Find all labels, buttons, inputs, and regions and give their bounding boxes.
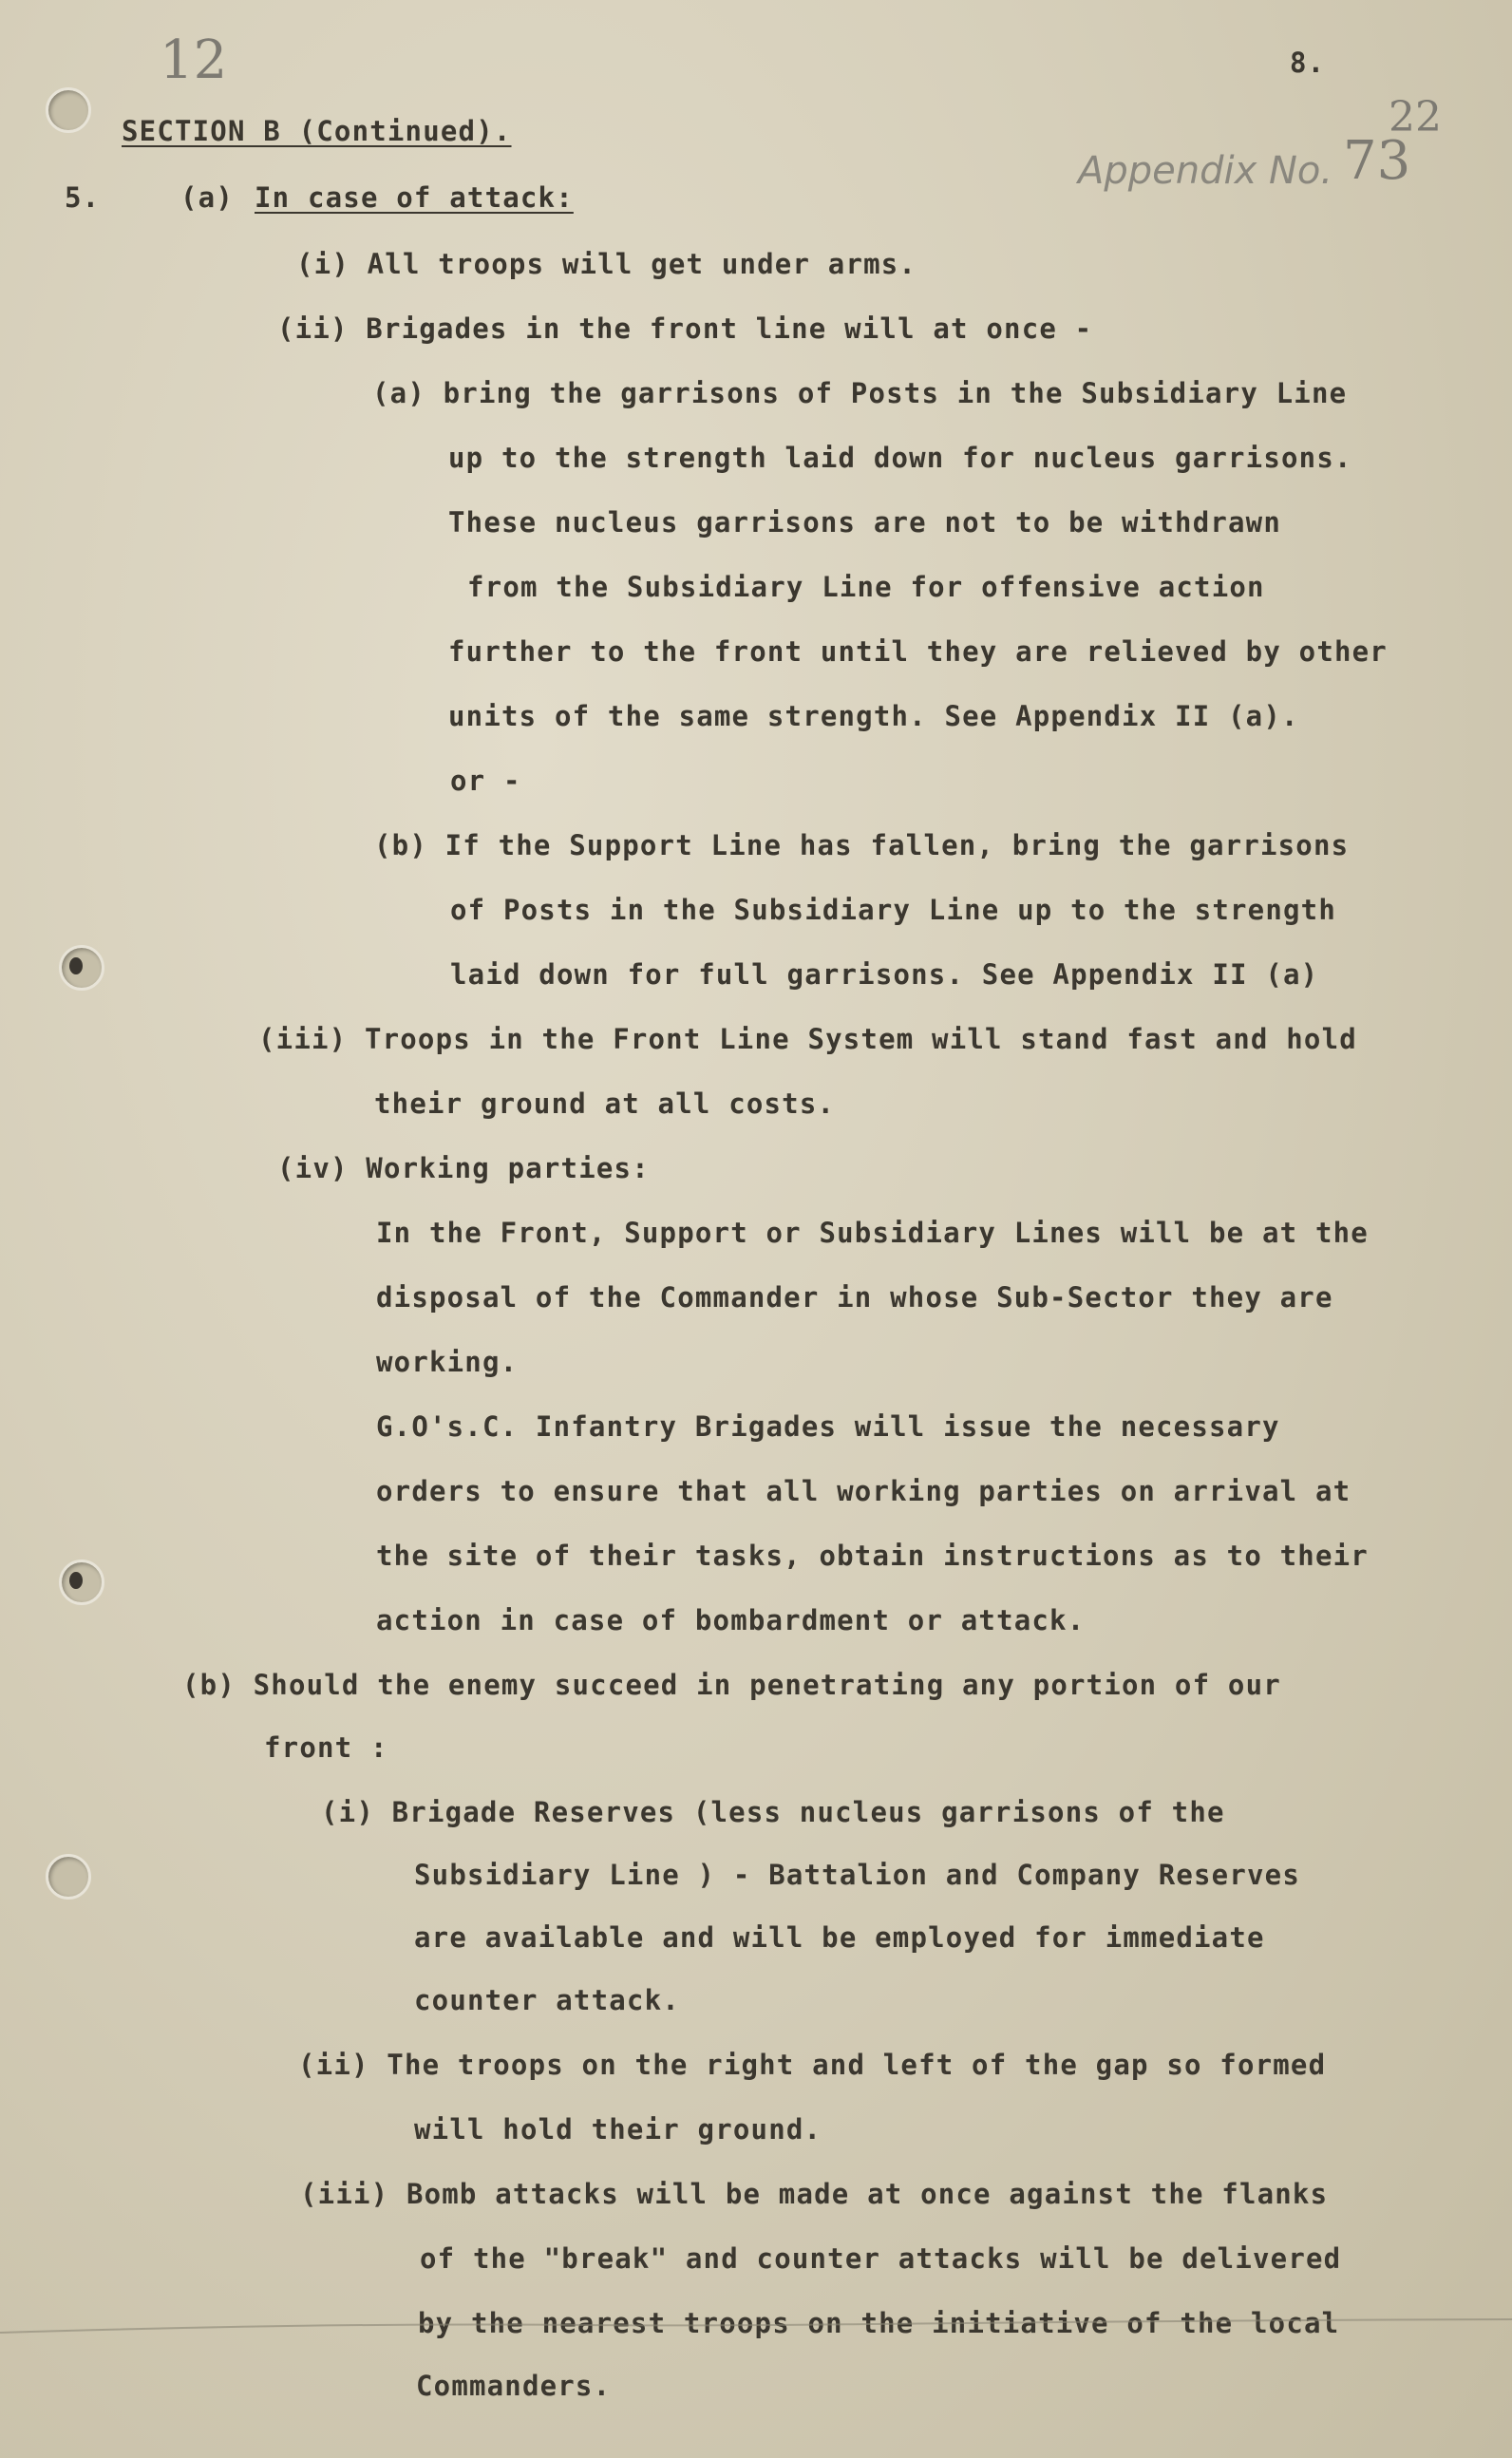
body-line: action in case of bombardment or attack. — [376, 1604, 1086, 1636]
body-line: (i) Brigade Reserves (less nucleus garrisons of the — [321, 1796, 1225, 1828]
body-line: the site of their tasks, obtain instructions as to their — [376, 1540, 1369, 1572]
section-heading: SECTION B (Continued). — [122, 115, 512, 147]
body-line: (ii) The troops on the right and left of the gap so formed — [298, 2049, 1327, 2081]
body-line: further to the front until they are relieved by other — [448, 635, 1388, 668]
body-line: counter attack. — [414, 1984, 680, 2016]
body-line: (iii) Bomb attacks will be made at once against the flanks — [300, 2178, 1329, 2210]
body-line: units of the same strength. See Appendix II (a). — [448, 700, 1299, 732]
body-line: (iv) Working parties: — [277, 1152, 650, 1184]
body-line: front : — [264, 1731, 388, 1764]
body-line: laid down for full garrisons. See Appendix II (a) — [450, 958, 1319, 991]
punch-hole — [46, 1854, 91, 1900]
body-line: G.O's.C. Infantry Brigades will issue the necessary — [376, 1410, 1280, 1443]
body-line: of Posts in the Subsidiary Line up to the strength — [450, 894, 1336, 926]
page-number: 8. — [1290, 47, 1326, 79]
punch-hole — [59, 945, 104, 991]
body-line: (b) Should the enemy succeed in penetrating any portion of our — [182, 1669, 1281, 1701]
subparagraph-label: (a) — [180, 181, 234, 214]
body-line: are available and will be employed for immediate — [414, 1921, 1265, 1954]
punch-hole — [59, 1560, 104, 1605]
body-line: Commanders. — [416, 2370, 612, 2402]
body-line: (a) bring the garrisons of Posts in the Subsidiary Line — [372, 377, 1348, 409]
body-line: In the Front, Support or Subsidiary Lines will be at the — [376, 1217, 1369, 1249]
appendix-sheet-number: 22 — [1389, 93, 1442, 142]
folio-number: 12 — [160, 29, 228, 91]
paragraph-number: 5. — [65, 181, 101, 214]
body-line: will hold their ground. — [414, 2113, 822, 2146]
appendix-number: 73 — [1343, 130, 1411, 192]
subparagraph-title: In case of attack: — [255, 181, 574, 214]
punch-hole — [46, 87, 91, 133]
body-line: (iii) Troops in the Front Line System will stand fast and hold — [258, 1023, 1357, 1055]
body-line: (ii) Brigades in the front line will at once - — [277, 312, 1093, 345]
body-line: from the Subsidiary Line for offensive action — [467, 571, 1265, 603]
body-line: by the nearest troops on the initiative of the local — [418, 2307, 1340, 2339]
body-line: These nucleus garrisons are not to be withdrawn — [448, 506, 1281, 539]
body-line: (b) If the Support Line has fallen, bring the garrisons — [374, 829, 1350, 861]
body-line: (i) All troops will get under arms. — [296, 248, 917, 280]
body-line: up to the strength laid down for nucleus garrisons. — [448, 442, 1352, 474]
body-line: their ground at all costs. — [374, 1087, 836, 1120]
paper-fold-line — [0, 2317, 1512, 2336]
body-line: of the "break" and counter attacks will be delivered — [420, 2242, 1342, 2275]
body-line: disposal of the Commander in whose Sub-Sector they are — [376, 1281, 1333, 1314]
body-line: Subsidiary Line ) - Battalion and Company Reserves — [414, 1859, 1300, 1891]
body-line: working. — [376, 1346, 519, 1378]
body-line: or - — [450, 765, 521, 797]
body-line: orders to ensure that all working parties on arrival at — [376, 1475, 1351, 1507]
appendix-stamp: Appendix No. — [1078, 149, 1333, 193]
